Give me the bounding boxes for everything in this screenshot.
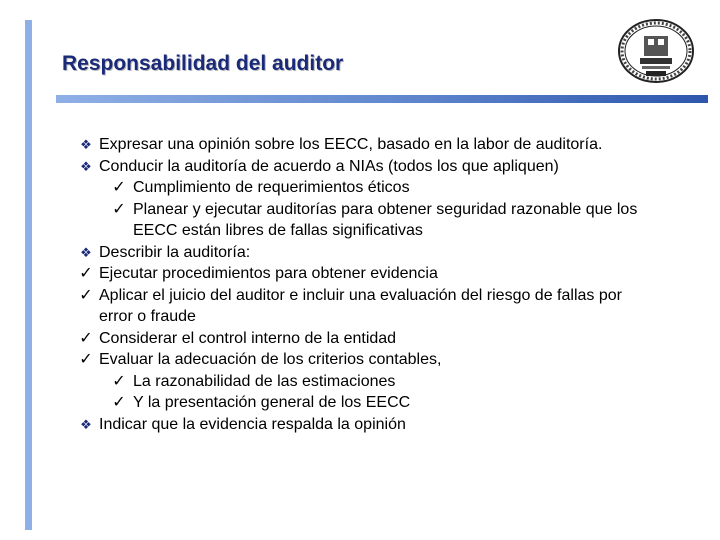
- list-item: [78, 242, 638, 264]
- list-item: [78, 263, 638, 285]
- checkmark-bullet-icon: ✓: [79, 286, 93, 304]
- list-item-text: Conducir la auditoría de acuerdo a NIAs (todos los que apliquen): [99, 157, 559, 175]
- list-item-text: Planear y ejecutar auditorías para obtener seguridad razonable que los EECC están libres de fallas significativas: [133, 200, 638, 239]
- list-item: [78, 134, 638, 156]
- list-item-text: Evaluar la adecuación de los criterios contables,: [99, 351, 442, 368]
- university-seal-icon: [616, 18, 696, 84]
- title-divider: [56, 95, 708, 103]
- list-item: [78, 328, 638, 350]
- diamond-bullet-icon: ❖: [80, 158, 92, 174]
- list-item-text: Expresar una opinión sobre los EECC, basado en la labor de auditoría.: [99, 136, 603, 153]
- list-item: [78, 199, 638, 242]
- list-item-text: Describir la auditoría:: [99, 243, 251, 261]
- checkmark-bullet-icon: ✓: [112, 394, 126, 411]
- list-item-text: Indicar que la evidencia respalda la opinión: [99, 415, 406, 433]
- checkmark-bullet-icon: ✓: [79, 351, 93, 368]
- checkmark-bullet-icon: ✓: [112, 372, 126, 390]
- bullet-list: [78, 134, 638, 435]
- checkmark-bullet-icon: ✓: [79, 265, 93, 282]
- list-item-text: Y la presentación general de los EECC: [133, 394, 411, 411]
- list-item: [78, 349, 638, 371]
- checkmark-bullet-icon: ✓: [79, 329, 93, 347]
- left-accent-bar: [25, 20, 32, 530]
- slide-title: Responsabilidad del auditor: [62, 52, 344, 75]
- list-item-text: Considerar el control interno de la entidad: [99, 329, 397, 347]
- list-item-text: Aplicar el juicio del auditor e incluir una evaluación del riesgo de fallas por error o fraude: [99, 286, 622, 325]
- list-item: [78, 156, 638, 178]
- list-item: [78, 392, 638, 414]
- list-item-text: La razonabilidad de las estimaciones: [133, 372, 396, 390]
- list-item: [78, 371, 638, 393]
- diamond-bullet-icon: ❖: [80, 244, 92, 260]
- checkmark-bullet-icon: ✓: [112, 179, 126, 196]
- list-item: [78, 414, 638, 436]
- list-item: [78, 177, 638, 199]
- list-item: [78, 285, 638, 328]
- diamond-bullet-icon: ❖: [80, 416, 92, 432]
- list-item-text: Cumplimiento de requerimientos éticos: [133, 179, 410, 196]
- checkmark-bullet-icon: ✓: [112, 200, 126, 218]
- diamond-bullet-icon: ❖: [80, 137, 92, 152]
- list-item-text: Ejecutar procedimientos para obtener evidencia: [99, 265, 438, 282]
